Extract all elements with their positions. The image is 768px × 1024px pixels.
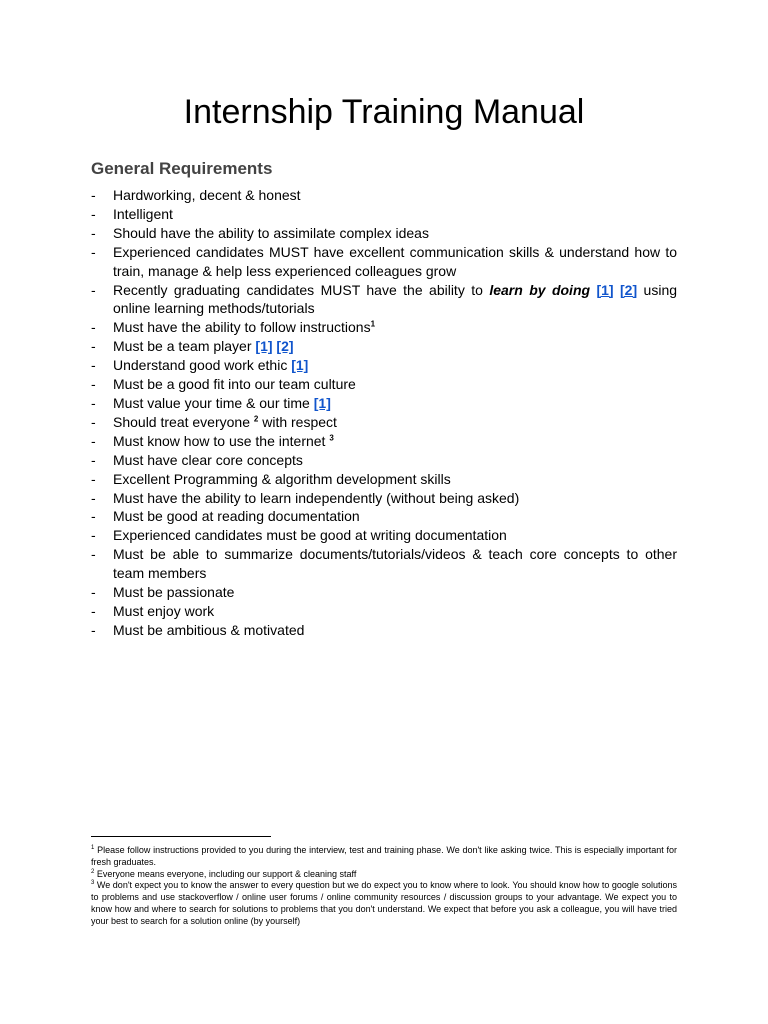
list-item-text xyxy=(113,432,677,451)
footnote-text: Please follow instructions provided to you during the interview, test and training phase. We don't like asking twice. This is especially important for fresh graduates. xyxy=(91,845,677,867)
list-item xyxy=(91,489,677,508)
list-item xyxy=(91,451,677,470)
list-item-text: Must have clear core concepts xyxy=(113,451,303,468)
list-dash: - xyxy=(91,319,96,336)
emphasis-learn-by-doing: learn by doing xyxy=(489,281,591,298)
reference-link-1[interactable]: [1] xyxy=(596,281,614,298)
list-dash: - xyxy=(91,546,96,563)
list-item-text: Must be ambitious & motivated xyxy=(113,621,305,638)
list-dash: - xyxy=(91,470,96,487)
list-dash: - xyxy=(91,489,96,506)
list-dash: - xyxy=(91,432,96,449)
list-item-text-main: Must value your time & our time xyxy=(113,394,314,411)
section-heading-general-requirements: General Requirements xyxy=(91,159,273,178)
list-item-text: Experienced candidates MUST have excellent communication skills & understand how to train, manage & help less experienced colleagues grow xyxy=(113,243,677,279)
list-item xyxy=(91,281,677,319)
list-item-text-after: with respect xyxy=(258,413,337,430)
list-dash: - xyxy=(91,357,96,374)
list-item xyxy=(91,602,677,621)
reference-link-1[interactable]: [1] xyxy=(255,338,273,355)
list-item xyxy=(91,224,677,243)
list-item-text: Experienced candidates must be good at writing documentation xyxy=(113,527,507,544)
list-item-text xyxy=(113,394,677,413)
footnote-mark: 2 xyxy=(91,868,95,875)
footnote-3 xyxy=(91,880,677,927)
list-item-text-before: Recently graduating candidates MUST have the ability to xyxy=(113,281,490,298)
list-item xyxy=(91,337,677,356)
list-dash: - xyxy=(91,376,96,393)
footnote-marker-1[interactable]: 1 xyxy=(370,319,376,329)
reference-link-2[interactable]: [2] xyxy=(620,281,638,298)
list-item-text-main: Must be a team player xyxy=(113,338,256,355)
footnotes xyxy=(91,845,677,928)
list-item-text xyxy=(113,413,677,432)
list-dash: - xyxy=(91,281,96,298)
list-dash: - xyxy=(91,621,96,638)
list-dash: - xyxy=(91,584,96,601)
list-item xyxy=(91,243,677,281)
list-item xyxy=(91,205,677,224)
list-item-text-after: using online learning methods/tutorials xyxy=(113,281,678,317)
list-dash: - xyxy=(91,224,96,241)
list-item-text: Should have the ability to assimilate complex ideas xyxy=(113,224,429,241)
list-dash: - xyxy=(91,451,96,468)
footnote-2 xyxy=(91,869,677,881)
footnote-separator xyxy=(91,836,271,837)
list-item xyxy=(91,375,677,394)
list-item-text: Must be a good fit into our team culture xyxy=(113,376,356,393)
list-dash: - xyxy=(91,602,96,619)
list-item xyxy=(91,394,677,413)
list-item xyxy=(91,432,677,451)
list-item-text-main: Understand good work ethic xyxy=(113,357,292,374)
footnote-text: Everyone means everyone, including our support & cleaning staff xyxy=(94,868,357,879)
list-item-text-before: Should treat everyone xyxy=(113,413,254,430)
list-item xyxy=(91,318,677,337)
page-title: Internship Training Manual xyxy=(183,93,585,131)
list-item-text: Must be good at reading documentation xyxy=(113,508,360,525)
list-item xyxy=(91,186,677,205)
list-item-text: Must be able to summarize documents/tutorials/videos & teach core concepts to other team members xyxy=(113,546,677,582)
requirements-list xyxy=(91,186,677,640)
list-item-text xyxy=(113,337,677,356)
list-dash: - xyxy=(91,394,96,411)
list-item xyxy=(91,526,677,545)
list-item-text: Hardworking, decent & honest xyxy=(113,187,301,203)
footnote-1 xyxy=(91,845,677,869)
list-item xyxy=(91,413,677,432)
list-item-text xyxy=(113,281,677,319)
list-dash: - xyxy=(91,338,96,355)
list-dash: - xyxy=(91,413,96,430)
list-item xyxy=(91,470,677,489)
reference-link-2[interactable]: [2] xyxy=(276,338,294,355)
list-item-text: Must be passionate xyxy=(113,584,235,601)
list-item xyxy=(91,356,677,375)
footnote-marker-3[interactable]: 3 xyxy=(329,433,334,443)
footnote-marker-2[interactable]: 2 xyxy=(253,414,259,424)
footnote-text: We don't expect you to know the answer to every question but we do expect you to know where to look. You should know how to google solutions to problems and use stackoverflow / online user forums / online community resources / discussion groups to your advantage. We expect you to know how and where to search for solutions to problems that you don't understand. We expect that before you ask a colleague, you will have tried your best to search for a solution online (by yourself) xyxy=(91,880,677,926)
list-item-text xyxy=(113,318,677,337)
list-dash: - xyxy=(91,205,96,222)
list-dash: - xyxy=(91,243,96,260)
list-item-text: Must enjoy work xyxy=(113,602,215,619)
footnote-mark: 3 xyxy=(91,880,95,887)
reference-link-1[interactable]: [1] xyxy=(291,357,309,374)
list-item-text: Must have the ability to learn independently (without being asked) xyxy=(113,489,520,506)
reference-link-1[interactable]: [1] xyxy=(313,394,331,411)
list-item-text: Intelligent xyxy=(113,205,173,222)
list-item-text: Excellent Programming & algorithm development skills xyxy=(113,470,451,487)
list-item-text xyxy=(113,356,677,375)
footnote-mark: 1 xyxy=(91,845,95,851)
list-dash: - xyxy=(91,508,96,525)
list-item-text-main: Must have the ability to follow instructions xyxy=(113,319,371,336)
list-item xyxy=(91,583,677,602)
list-item xyxy=(91,545,677,583)
list-item xyxy=(91,621,677,640)
list-dash: - xyxy=(91,187,96,203)
list-dash: - xyxy=(91,527,96,544)
list-item-text-main: Must know how to use the internet xyxy=(113,432,330,449)
list-item xyxy=(91,507,677,526)
